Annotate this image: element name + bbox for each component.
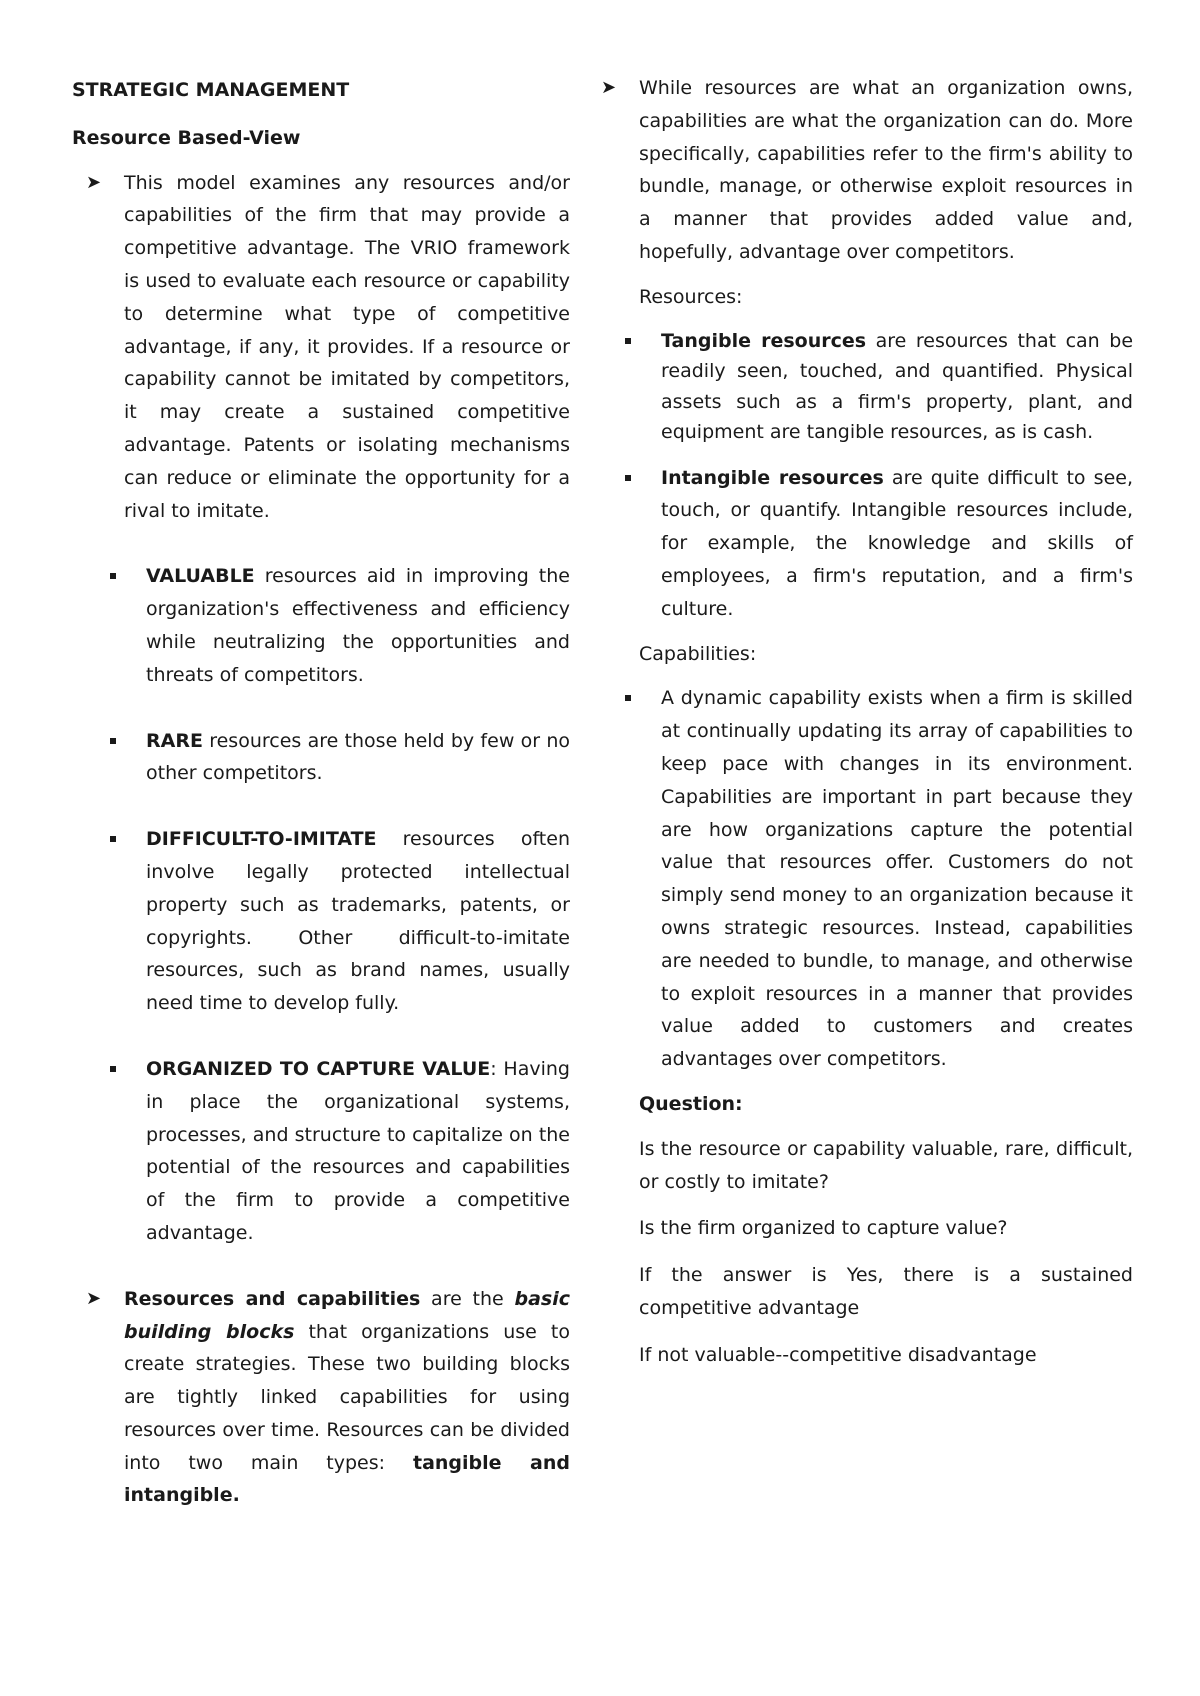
question-item: If the answer is Yes, there is a sustained competitive advantage (639, 1264, 1133, 1319)
vrio-text: resources are those held by few or no other competitors. (146, 729, 570, 785)
question-heading: Question: (639, 1092, 743, 1115)
resources-label: Resources: (639, 285, 743, 308)
section-heading: Resource Based-View (72, 126, 301, 149)
building-blocks-bullet: ➤ Resources and capabilities are the basic building blocks that organizations use to create strategies. These two building blocks are tightly linked capabilities for using resources over time. Resources can be divided into two main types: tangible and intangible. (72, 1283, 570, 1513)
intro-bullet (72, 167, 570, 528)
square-bullet-icon (110, 836, 116, 842)
square-bullet-icon (625, 475, 631, 481)
square-bullet-icon (625, 338, 631, 344)
document-title: STRATEGIC MANAGEMENT (72, 79, 350, 101)
question-item: If not valuable--competitive disadvantage (639, 1343, 1037, 1366)
resource-term: Intangible resources (661, 466, 884, 489)
vrio-term: DIFFICULT-TO-IMITATE (146, 828, 377, 851)
arrow-bullet-icon: ➤ (86, 1287, 102, 1309)
vrio-item-valuable (72, 560, 570, 691)
vrio-item-rare (72, 725, 570, 791)
question-item: Is the firm organized to capture value? (639, 1217, 1008, 1240)
vrio-term: RARE (146, 729, 203, 752)
left-column (72, 72, 570, 1512)
resource-item-intangible (587, 462, 1133, 626)
arrow-bullet-icon: ➤ (86, 171, 102, 193)
vrio-item-organized (72, 1053, 570, 1250)
square-bullet-icon (110, 1066, 116, 1072)
resource-types: tangible and intangible. (124, 1451, 570, 1507)
vrio-term: VALUABLE (146, 565, 255, 588)
building-blocks-emphasis: basic building blocks (124, 1287, 570, 1343)
resource-text: are resources that can be readily seen, touched, and quantified. Physical assets such as a firm's property, plant, and equipment are tangible resources, as is cash. (661, 329, 1134, 444)
capability-text: A dynamic capability exists when a firm is skilled at continually updating its array of capabilities to keep pace with changes in its environment. Capabilities are important in part because they are how organizations capture the potential value that resources offer. Customers do not simply send money to an organization because it owns strategic resources. Instead, capabilities are needed to bundle, to manage, and otherwise to exploit resources in a manner that provides value added to customers and creates advantages over competitors. (661, 687, 1133, 1071)
vrio-item-inimitable (72, 823, 570, 1020)
resources-vs-capabilities-text: While resources are what an organization owns, capabilities are what the organization can do. More specifically, capabilities refer to the firm's ability to bundle, manage, or otherwise exploit resources in a manner that provides added value and, hopefully, advantage over competitors. (639, 77, 1133, 263)
vrio-text: : Having in place the organizational systems, processes, and structure to capitalize on the potential of the resources and capabilities of the firm to provide a competitive advantage. (146, 1057, 570, 1244)
square-bullet-icon (110, 738, 116, 744)
resource-term: Tangible resources (661, 329, 867, 352)
resources-vs-capabilities-bullet (587, 72, 1133, 269)
vrio-term: ORGANIZED TO CAPTURE VALUE (146, 1057, 491, 1080)
building-blocks-term: Resources and capabilities (124, 1287, 421, 1310)
square-bullet-icon (625, 695, 631, 701)
resource-text: are quite difficult to see, touch, or quantify. Intangible resources include, for example, the knowledge and skills of employees, a firm's reputation, and a firm's culture. (661, 466, 1133, 620)
square-bullet-icon (110, 573, 116, 579)
intro-text: This model examines any resources and/or capabilities of the firm that may provide a competitive advantage. The VRIO framework is used to evaluate each resource or capability to determine what type of competitive advantage, if any, it provides. If a resource or capability cannot be imitated by competitors, it may create a sustained competitive advantage. Patents or isolating mechanisms can reduce or eliminate the opportunity for a rival to imitate. (124, 171, 570, 522)
vrio-text: resources aid in improving the organization's effectiveness and efficiency while neutralizing the opportunities and threats of competitors. (146, 565, 570, 686)
question-item: Is the resource or capability valuable, rare, difficult, or costly to imitate? (639, 1137, 1133, 1193)
capabilities-label: Capabilities: (639, 642, 757, 665)
vrio-text: resources often involve legally protected intellectual property such as trademarks, patents, or copyrights. Other difficult-to-imitate resources, such as brand names, usually need time to develop fully. (146, 828, 570, 1015)
right-column (601, 72, 1134, 1386)
arrow-bullet-icon: ➤ (601, 77, 617, 98)
resource-item-tangible (587, 326, 1133, 448)
capability-item-dynamic (587, 682, 1133, 1076)
